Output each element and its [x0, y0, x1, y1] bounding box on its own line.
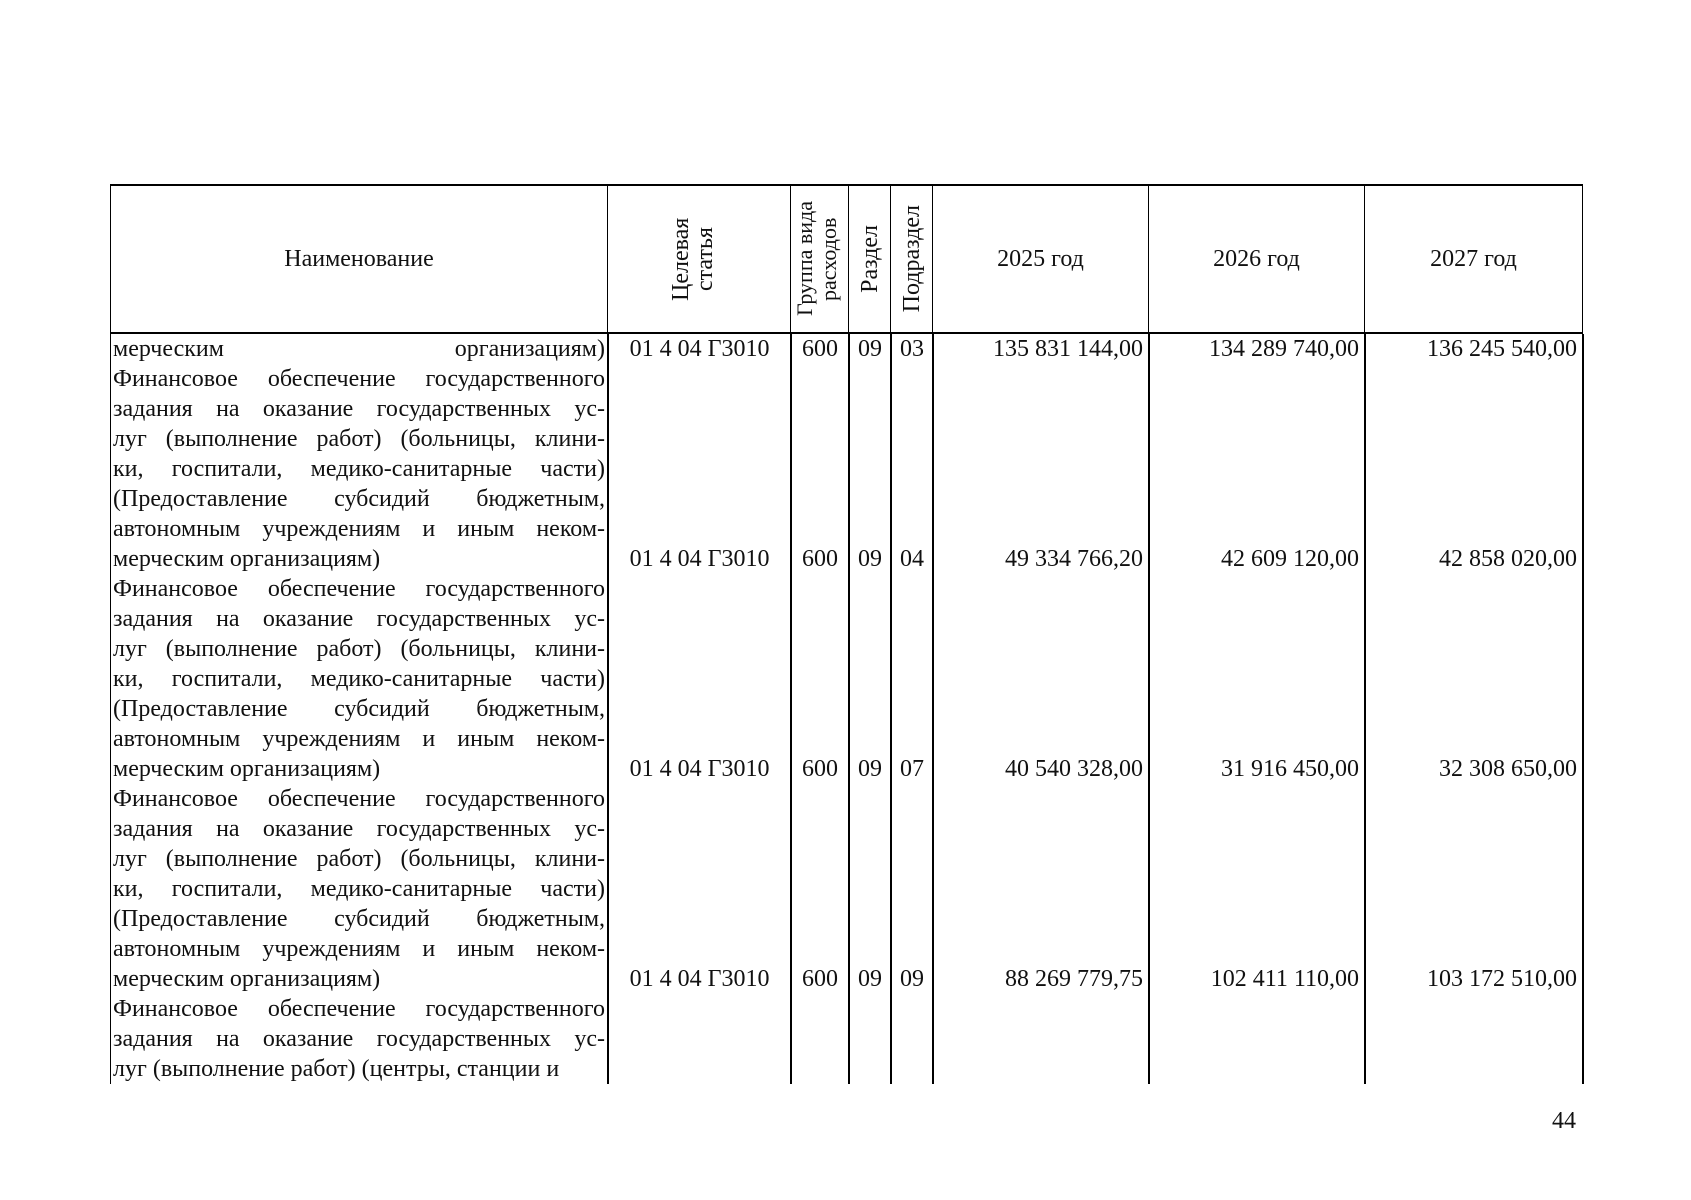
name-column: [111, 333, 608, 1084]
name-line: задания на оказание государственных ус-: [113, 606, 605, 632]
table-body-row: [111, 333, 1583, 1084]
value-2025-cell: 49 334 766,20: [1005, 546, 1143, 572]
subsection-cell: 09: [900, 966, 924, 992]
header-2027: 2027 год: [1365, 185, 1583, 333]
value-2026-cell: 31 916 450,00: [1221, 756, 1359, 782]
header-section-label: Раздел: [856, 225, 883, 293]
value-2026-cell: 42 609 120,00: [1221, 546, 1359, 572]
name-line: мерческим организациям): [113, 756, 381, 782]
name-line: автономным учреждениям и иным неком-: [113, 936, 605, 962]
value-2027-cell: 42 858 020,00: [1439, 546, 1577, 572]
header-target: [608, 185, 791, 333]
section-cell: 09: [858, 966, 882, 992]
header-name: Наименование: [111, 185, 608, 333]
value-2025-cell: 40 540 328,00: [1005, 756, 1143, 782]
name-line: мерческим организациям): [113, 966, 381, 992]
header-section: [849, 185, 891, 333]
name-line: луг (выполнение работ) (больницы, клини-: [113, 636, 605, 662]
name-line: Финансовое обеспечение государственного: [113, 786, 605, 812]
name-line: Финансовое обеспечение государственного: [113, 996, 605, 1022]
name-line: (Предоставление субсидий бюджетным,: [113, 696, 605, 722]
group-cell: 600: [802, 756, 838, 782]
name-line: ки, госпитали, медико-санитарные части): [113, 876, 605, 902]
section-cell: 09: [858, 546, 882, 572]
column-divider: [1582, 334, 1584, 1084]
group-cell: 600: [802, 336, 838, 362]
name-line: ки, госпитали, медико-санитарные части): [113, 456, 605, 482]
header-subsection-label: Подраздел: [898, 205, 925, 313]
value-2027-cell: 32 308 650,00: [1439, 756, 1577, 782]
name-line: задания на оказание государственных ус-: [113, 816, 605, 842]
header-2025: 2025 год: [933, 185, 1149, 333]
group-cell: 600: [802, 546, 838, 572]
value-2025-cell: 135 831 144,00: [993, 336, 1143, 362]
name-line: луг (выполнение работ) (больницы, клини-: [113, 846, 605, 872]
name-line: (Предоставление субсидий бюджетным,: [113, 486, 605, 512]
budget-table: [110, 184, 1583, 1084]
values-area: [608, 333, 1583, 1084]
name-line: луг (выполнение работ) (центры, станции и: [113, 1056, 560, 1082]
section-cell: 09: [858, 756, 882, 782]
subsection-cell: 03: [900, 336, 924, 362]
value-2025-cell: 88 269 779,75: [1005, 966, 1143, 992]
name-line: мерческим организациям): [113, 546, 381, 572]
target-cell: 01 4 04 Г3010: [629, 756, 770, 782]
value-2027-cell: 103 172 510,00: [1427, 966, 1577, 992]
table-header-row: [111, 185, 1583, 333]
header-subsection: [891, 185, 933, 333]
subsection-cell: 04: [900, 546, 924, 572]
header-group-label: Группа вида расходов: [791, 201, 841, 317]
group-cell: 600: [802, 966, 838, 992]
value-2027-cell: 136 245 540,00: [1427, 336, 1577, 362]
header-group: [791, 185, 849, 333]
target-cell: 01 4 04 Г3010: [629, 966, 770, 992]
subsection-cell: 07: [900, 756, 924, 782]
page-number: 44: [1552, 1108, 1576, 1134]
name-line: задания на оказание государственных ус-: [113, 1026, 605, 1052]
target-cell: 01 4 04 Г3010: [629, 336, 770, 362]
header-target-label: Целевая статья: [668, 217, 718, 301]
name-line: автономным учреждениям и иным неком-: [113, 516, 605, 542]
name-line: ки, госпитали, медико-санитарные части): [113, 666, 605, 692]
name-line: Финансовое обеспечение государственного: [113, 366, 605, 392]
value-2026-cell: 102 411 110,00: [1210, 966, 1359, 992]
header-2026: 2026 год: [1149, 185, 1365, 333]
name-line: задания на оказание государственных ус-: [113, 396, 605, 422]
name-line: мерческим организациям): [113, 336, 605, 362]
name-line: луг (выполнение работ) (больницы, клини-: [113, 426, 605, 452]
target-cell: 01 4 04 Г3010: [629, 546, 770, 572]
name-line: Финансовое обеспечение государственного: [113, 576, 605, 602]
values-layer: [608, 334, 1583, 1084]
name-line: (Предоставление субсидий бюджетным,: [113, 906, 605, 932]
name-line: автономным учреждениям и иным неком-: [113, 726, 605, 752]
section-cell: 09: [858, 336, 882, 362]
value-2026-cell: 134 289 740,00: [1209, 336, 1359, 362]
